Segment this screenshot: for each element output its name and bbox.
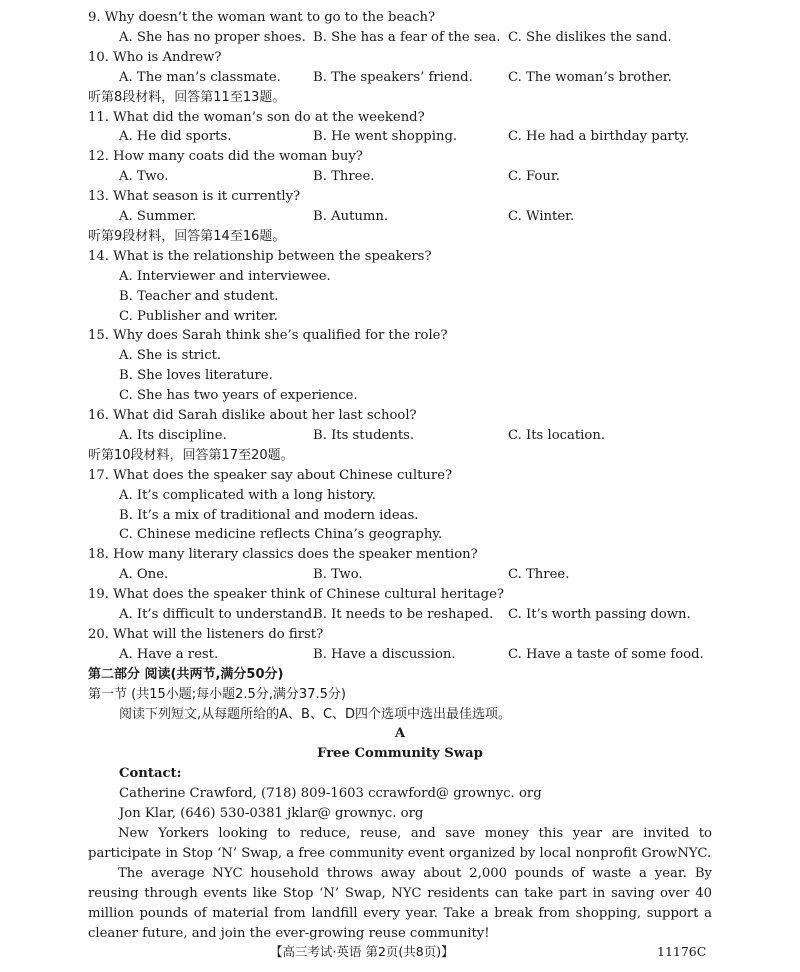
answer-option: A. Have a rest. [119,646,219,662]
question-stem: 10. Who is Andrew? [88,49,222,65]
options-row [0,645,800,665]
answer-option: B. Teacher and student. [119,288,279,304]
answer-option: B. Have a discussion. [313,646,456,662]
question-stem: 11. What did the woman’s son do at the weekend? [88,109,425,125]
answer-option: C. Its location. [508,427,606,443]
options-row [0,565,800,585]
answer-option: C. She has two years of experience. [119,388,358,404]
options-row [0,207,800,227]
passage-title: Free Community Swap [317,746,483,762]
answer-option: A. It’s difficult to understand. [119,607,317,622]
answer-option: C. It’s worth passing down. [508,607,691,622]
question-stem: 14. What is the relationship between the speakers? [88,248,432,264]
answer-option: B. It’s a mix of traditional and modern ideas. [119,507,419,523]
section-instruction: 听第9段材料，回答第14至16题。 [88,228,286,244]
answer-option: A. The man’s classmate. [119,69,281,85]
section-heading: 第一节 (共15小题;每小题2.5分,满分37.5分) [88,686,346,702]
question-stem: 17. What does the speaker say about Chinese culture? [88,467,453,483]
directions: 阅读下列短文,从每题所给的A、B、C、D四个选项中选出最佳选项。 [119,706,512,722]
question-stem: 12. How many coats did the woman buy? [88,149,363,165]
options-row [0,167,800,187]
answer-option: B. He went shopping. [313,129,458,145]
section-instruction: 听第8段材料，回答第11至13题。 [88,89,286,105]
paragraph: The average NYC household throws away about 2,000 pounds of waste a year. By reusing through events like Stop ‘N’ Swap, NYC residents can take part in saving over 40 million pounds of material from landfill every year. Take a break from shopping, support a cleaner future, and join the ever-growing reuse community! [88,865,712,941]
answer-option: C. Three. [508,567,570,583]
answer-option: C. Publisher and writer. [119,308,278,324]
section-instruction: 听第10段材料，回答第17至20题。 [88,447,294,463]
passage-body [88,824,712,944]
answer-option: B. She has a fear of the sea. [313,29,501,45]
contact-line: Jon Klar, (646) 530-0381 jklar@ grownyc. org [119,806,424,821]
passage-letter: A [394,726,406,742]
answer-option: C. Chinese medicine reflects China’s geography. [119,527,443,543]
question-stem: 18. How many literary classics does the speaker mention? [88,547,478,563]
answer-option: A. She is strict. [119,348,222,364]
answer-option: C. Winter. [508,209,575,224]
contact-label: Contact: [119,766,182,782]
paper-code: 11176C [657,944,707,959]
question-stem: 9. Why doesn’t the woman want to go to the beach? [88,10,436,25]
question-stem: 20. What will the listeners do first? [88,626,324,642]
paragraph: New Yorkers looking to reduce, reuse, and save money this year are invited to participate in Stop ‘N’ Swap, a free community event organized by local nonprofit GrowNYC. [88,825,712,861]
answer-option: B. It needs to be reshaped. [313,607,494,622]
answer-option: B. Its students. [313,427,415,443]
answer-option: C. He had a birthday party. [508,129,690,145]
answer-option: A. It’s complicated with a long history. [119,487,377,503]
options-row [0,426,800,446]
answer-option: A. He did sports. [119,129,232,145]
contact-line: Catherine Crawford, (718) 809-1603 ccrawford@ grownyc. org [119,786,542,802]
answer-option: A. One. [119,567,169,583]
answer-option: C. The woman’s brother. [508,69,672,85]
answer-option: C. Four. [508,169,560,185]
answer-option: C. Have a taste of some food. [508,646,704,662]
options-row [0,127,800,147]
options-row [0,605,800,625]
answer-option: A. Its discipline. [119,427,227,443]
answer-option: B. Three. [313,169,375,185]
answer-option: A. She has no proper shoes. [119,29,306,45]
part-heading: 第二部分 阅读(共两节,满分50分) [88,666,284,682]
question-stem: 19. What does the speaker think of Chinese cultural heritage? [88,587,504,603]
question-stem: 13. What season is it currently? [88,189,301,205]
answer-option: C. She dislikes the sand. [508,29,672,45]
answer-option: B. The speakers’ friend. [313,69,473,85]
answer-option: B. Autumn. [313,209,389,224]
answer-option: A. Summer. [119,209,197,224]
options-row [0,68,800,88]
answer-option: B. She loves literature. [119,368,273,384]
answer-option: A. Interviewer and interviewee. [119,268,331,284]
options-row [0,28,800,48]
answer-option: A. Two. [119,169,169,185]
page-footer: 【高三考试·英语 第2页(共8页)】 [270,944,454,959]
question-stem: 15. Why does Sarah think she’s qualified for the role? [88,328,448,344]
question-stem: 16. What did Sarah dislike about her last school? [88,408,417,423]
answer-option: B. Two. [313,567,363,583]
